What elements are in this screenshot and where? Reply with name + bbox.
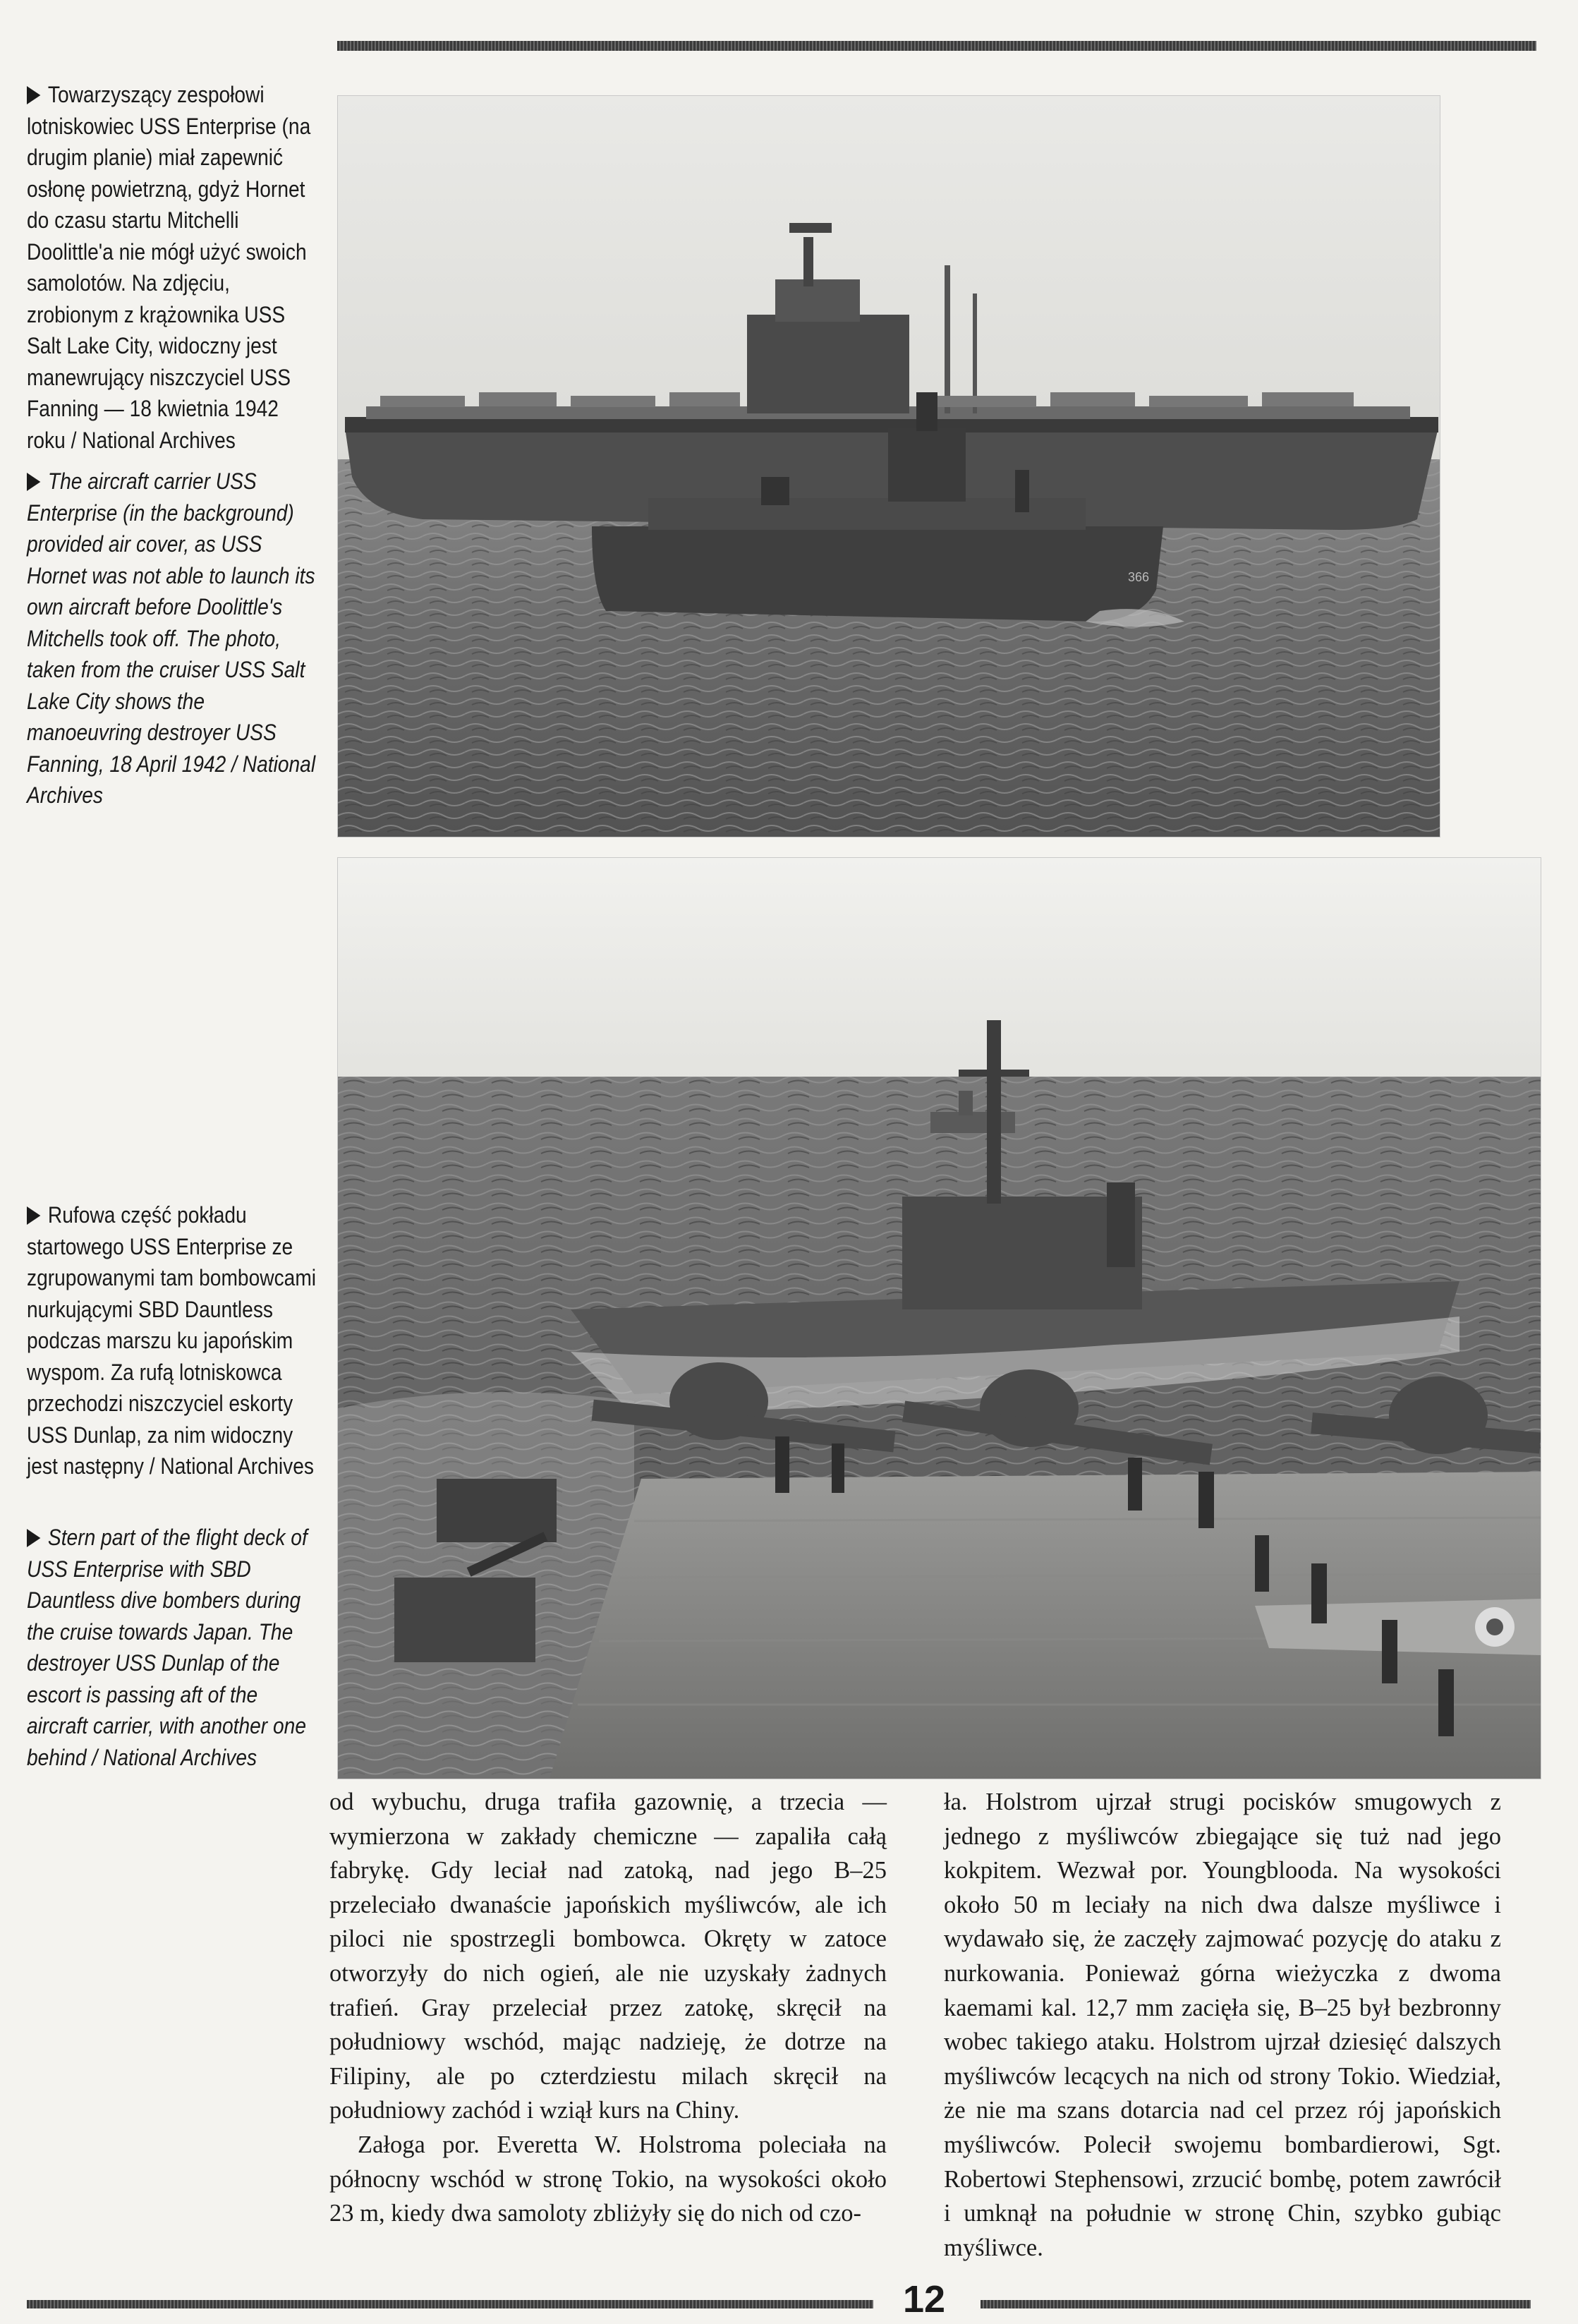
caption-bullet-icon bbox=[27, 86, 40, 104]
body-paragraph: ła. Holstrom ujrzał strugi pocisków smugowych z jednego z myśliwców zbiegające się tuż nad jego kokpitem. Wezwał por. Youngblooda. Na wysokości około 50 m leciały na nich dwa dalsze myśliwce i wydawało się, że zaczęły zajmować pozycję do ataku z nurkowania. Ponieważ górna wieżyczka z dwoma kaemami kal. 12,7 mm zacięła się, B–25 był bezbronny wobec takiego ataku. Holstrom ujrzał dziesięć dalszych myśliwców lecących na nich od strony Tokio. Wiedział, że nie ma szans dotarcia nad cel przez rój japońskich myśliwców. Polecił swojemu bombardierowi, Sgt. Robertowi Stephensowi, zrzucić bombę, potem zawrócił i umknął na południe w stronę Chin, szybko gubiąc myśliwce. bbox=[944, 1789, 1501, 2261]
photo-enterprise-flight-deck bbox=[337, 857, 1541, 1779]
bottom-rule-left bbox=[27, 2300, 873, 2308]
photo-enterprise-and-fanning bbox=[337, 95, 1440, 837]
body-column-left bbox=[329, 1785, 887, 2231]
body-column-right bbox=[944, 1785, 1501, 2265]
caption-bullet-icon bbox=[27, 1206, 40, 1225]
body-paragraph: Załoga por. Everetta W. Holstroma poleciała na północny wschód w stronę Tokio, na wysokości około 23 m, kiedy dwa samoloty zbliżyły się do nich od czo- bbox=[329, 2131, 887, 2227]
top-rule bbox=[337, 41, 1536, 51]
caption-photo1-en: The aircraft carrier USS Enterprise (in the background) provided air cover, as USS Hornet was not able to launch its own aircraft before Doolittle's Mitchells took off. The photo, taken from the cruiser USS Salt Lake City shows the manoeuvring destroyer USS Fanning, 18 April 1942 / National Archives bbox=[27, 468, 316, 808]
caption-bullet-icon bbox=[27, 1529, 40, 1547]
caption-photo2-en: Stern part of the flight deck of USS Enterprise with SBD Dauntless dive bombers during the cruise towards Japan. The destroyer USS Dunlap of the escort is passing aft of the aircraft carrier, with another one behind / National Archives bbox=[27, 1525, 308, 1770]
hull-number-label: 366 bbox=[1128, 570, 1150, 584]
body-paragraph: od wybuchu, druga trafiła gazownię, a trzecia — wymierzona w zakłady chemiczne — zapaliła całą fabrykę. Gdy leciał nad zatoką, nad jego B–25 przeleciało dwanaście japońskich myśliwców, ale ich piloci nie spostrzegli bombowca. Okręty w zatoce otworzyły do nich ogień, ale nie uzyskały żadnych trafień. Gray przeleciał przez zatokę, skręcił na południowy wschód, mając nadzieję, że dotrze na Filipiny, ale po czterdziestu milach skręcił na południowy zachód i wziął kurs na Chiny. bbox=[329, 1789, 887, 2124]
caption-bullet-icon bbox=[27, 473, 40, 491]
photo-enterprise-and-fanning-image bbox=[338, 96, 1440, 837]
caption-photo2-pl: Rufowa część pokładu startowego USS Enterprise ze zgrupowanymi tam bombowcami nurkującymi SBD Dauntless podczas marszu ku japońskim wyspom. Za rufą lotniskowca przechodzi niszczyciel eskorty USS Dunlap, za nim widoczny jest następny / National Archives bbox=[27, 1202, 317, 1479]
photo-enterprise-flight-deck-image bbox=[338, 858, 1541, 1779]
caption-photo1-pl: Towarzyszący zespołowi lotniskowiec USS Enterprise (na drugim planie) miał zapewnić osłonę powietrzną, gdyż Hornet do czasu startu Mitchelli Doolittle'a nie mógł użyć swoich samolotów. Na zdjęciu, zrobionym z krążownika USS Salt Lake City, widoczny jest manewrujący niszczyciel USS Fanning — 18 kwietnia 1942 roku / National Archives bbox=[27, 82, 311, 453]
bottom-rule-right bbox=[981, 2300, 1531, 2308]
page-number: 12 bbox=[902, 2278, 946, 2320]
